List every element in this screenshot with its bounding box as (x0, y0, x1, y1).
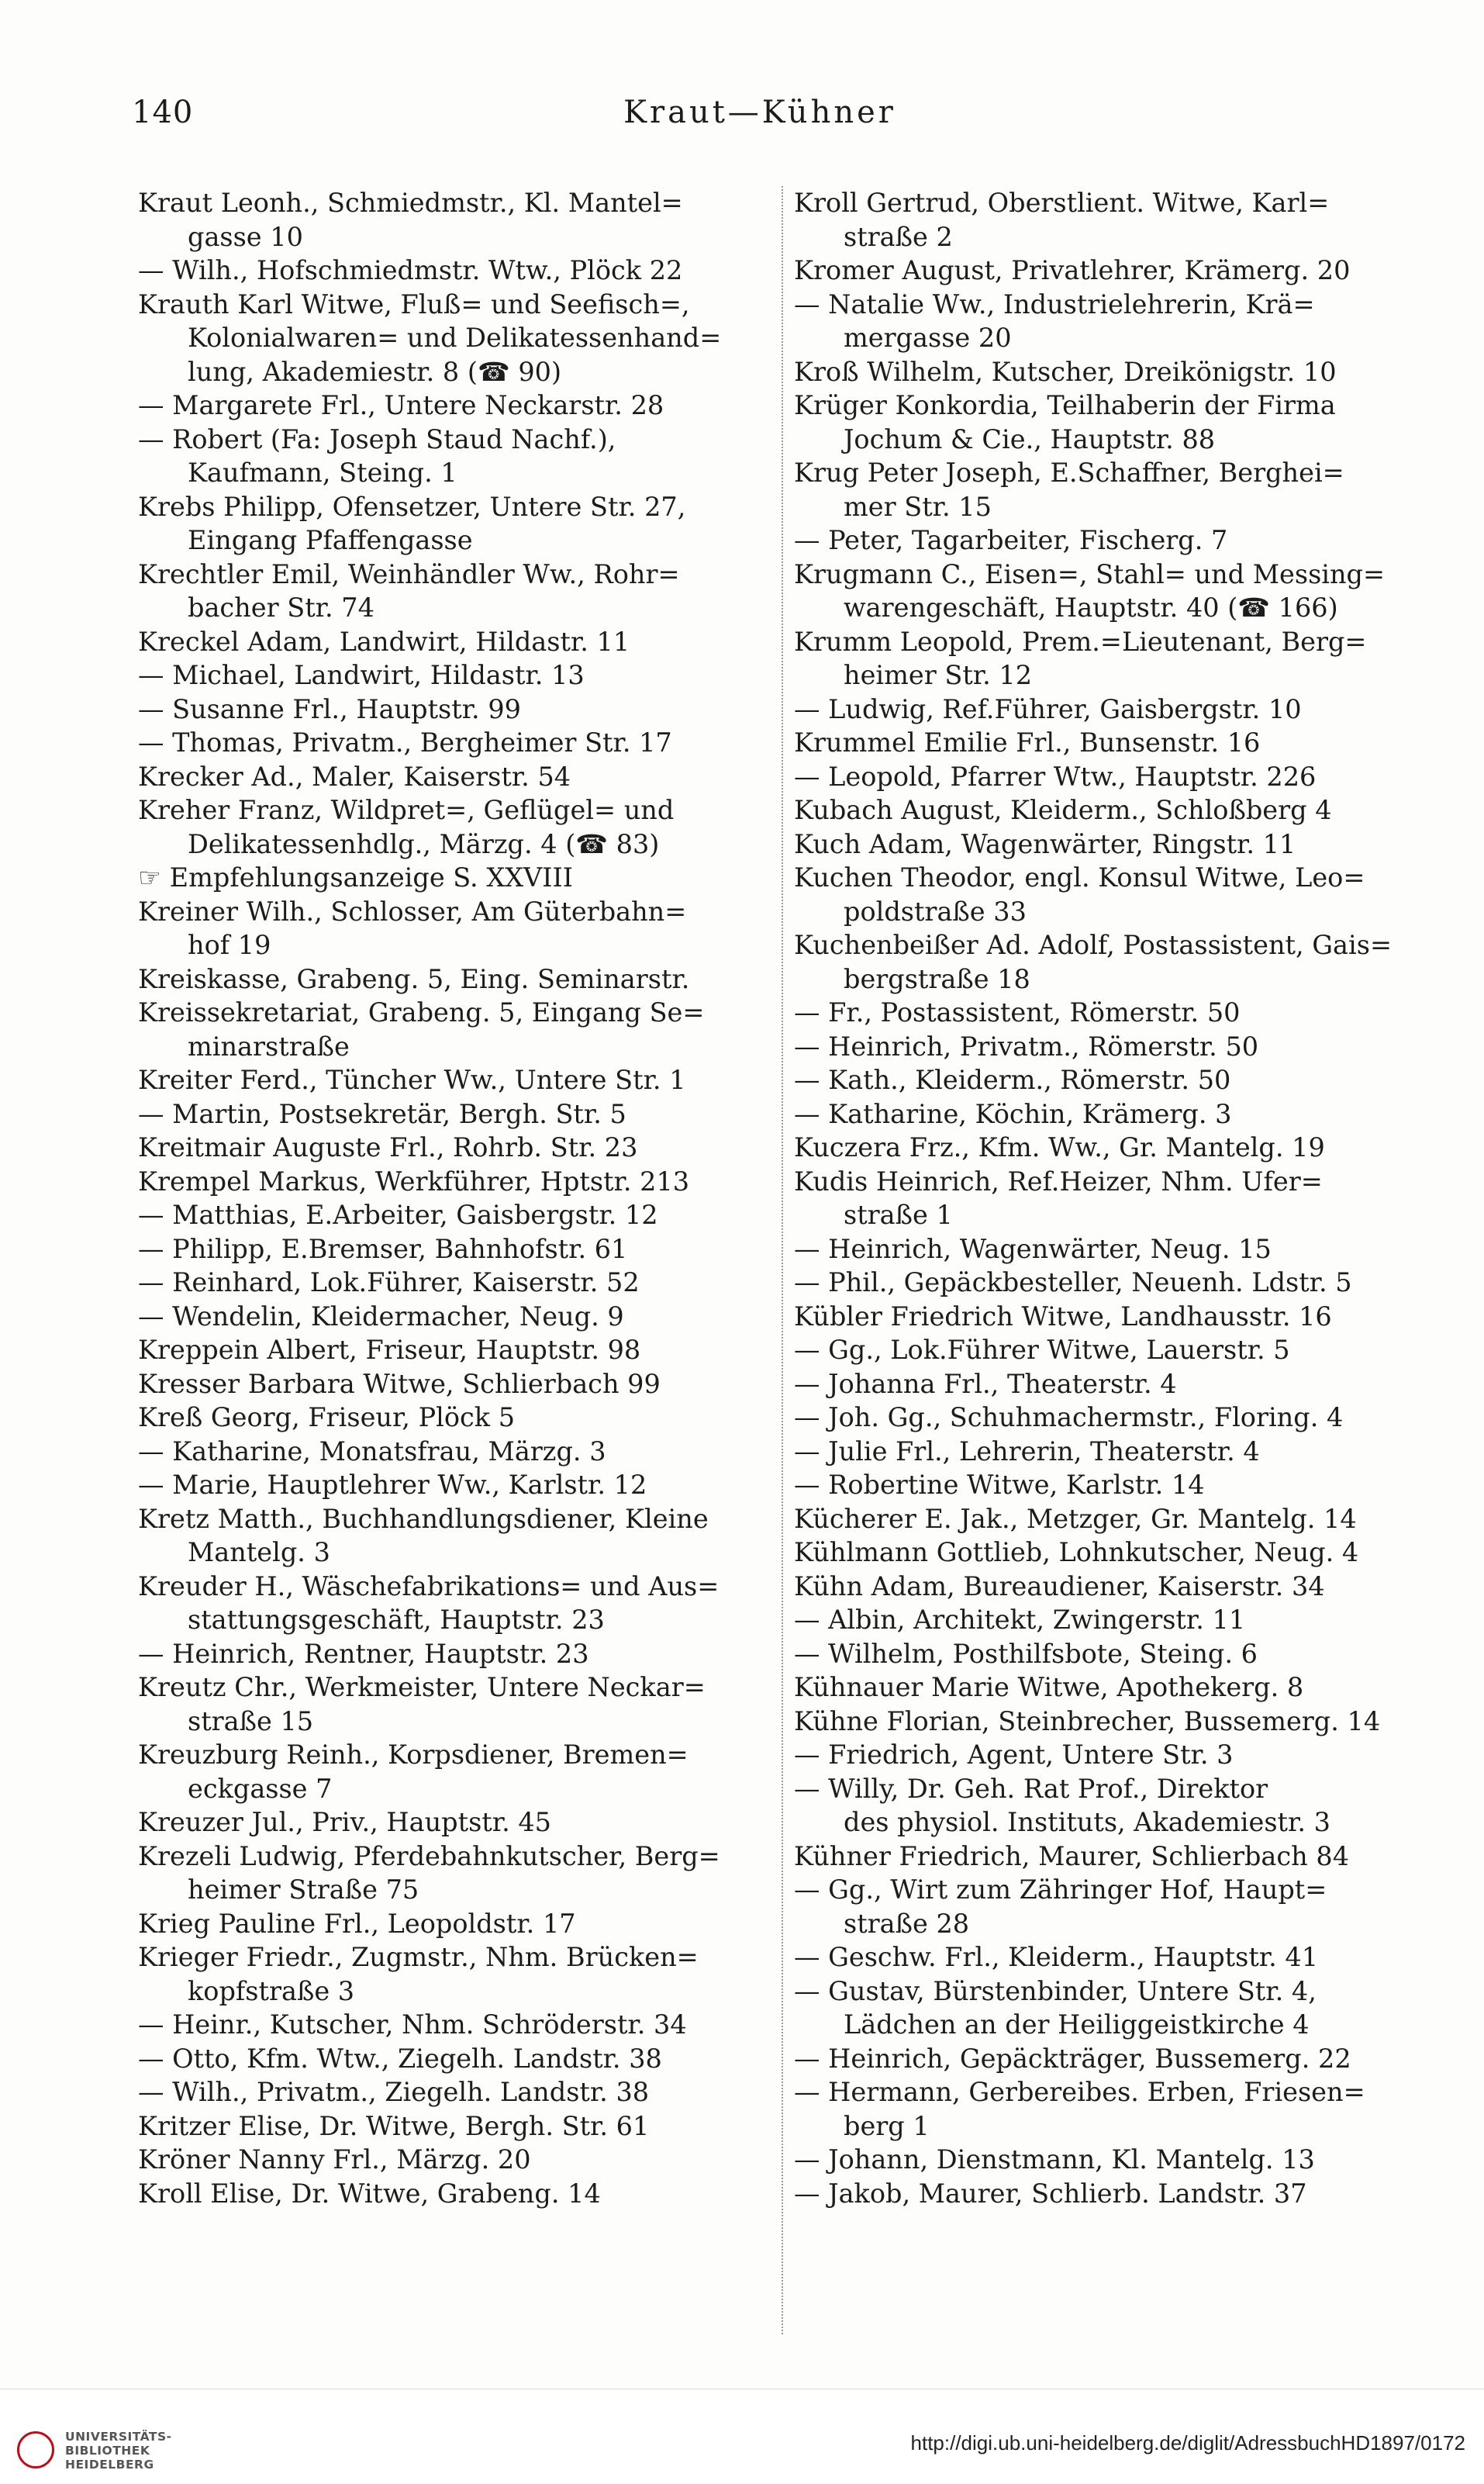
directory-entry (138, 423, 774, 490)
entry-line: — Wilh., Hofschmiedmstr. Wtw., Plöck 22 (138, 255, 683, 285)
running-head: Kraut—Kühner (623, 95, 896, 130)
entry-line: Kübler Friedrich Witwe, Landhausstr. 16 (794, 1301, 1332, 1332)
entry-continuation-line: berg 1 (844, 2110, 930, 2141)
directory-entry (794, 1603, 1406, 1637)
entry-line: — Robertine Witwe, Karlstr. 14 (794, 1470, 1205, 1500)
directory-entry (794, 186, 1406, 254)
entry-continuation-line: mergasse 20 (844, 323, 1012, 353)
directory-entry (794, 1063, 1406, 1097)
directory-entry (794, 2042, 1406, 2076)
directory-entry (794, 355, 1406, 389)
entry-continuation-line: Mantelg. 3 (188, 1537, 330, 1567)
directory-entry (794, 1131, 1406, 1165)
directory-entry (138, 1232, 774, 1266)
directory-entry (794, 456, 1406, 523)
logo-line: BIBLIOTHEK (65, 2444, 150, 2458)
entry-line: — Joh. Gg., Schuhmachermstr., Floring. 4 (794, 1402, 1344, 1432)
directory-entry (138, 1198, 774, 1232)
entry-line: — Willy, Dr. Geh. Rat Prof., Direktor (794, 1773, 1268, 1804)
directory-entry (138, 1435, 774, 1469)
directory-entry (138, 1940, 774, 2008)
directory-entry (794, 1030, 1406, 1064)
entry-line: Krugmann C., Eisen=, Stahl= und Messing= (794, 558, 1386, 589)
entry-continuation-line: straße 1 (844, 1200, 953, 1230)
directory-entry (794, 389, 1406, 456)
directory-entry (138, 1805, 774, 1840)
directory-entry (138, 1300, 774, 1334)
entry-line: Kuczera Frz., Kfm. Ww., Gr. Mantelg. 19 (794, 1132, 1325, 1163)
directory-entry (138, 1131, 774, 1165)
directory-entry (794, 928, 1406, 996)
directory-entry (138, 1333, 774, 1367)
entry-continuation-line: heimer Str. 12 (844, 660, 1033, 690)
directory-entry (138, 693, 774, 727)
entry-line: Kreutz Chr., Werkmeister, Untere Neckar= (138, 1672, 706, 1702)
directory-entry (794, 2075, 1406, 2143)
entry-continuation-line: eckgasse 7 (188, 1773, 333, 1804)
directory-entry (794, 1772, 1406, 1840)
directory-entry (794, 1165, 1406, 1232)
directory-entry (138, 490, 774, 558)
entry-line: Kudis Heinrich, Ref.Heizer, Nhm. Ufer= (794, 1166, 1323, 1197)
logo-line: UNIVERSITÄTS- (65, 2430, 172, 2444)
entry-continuation-line: Kolonialwaren= und Delikatessenhand= (188, 323, 722, 353)
directory-entry (794, 827, 1406, 862)
directory-entry (794, 1401, 1406, 1435)
directory-entry (138, 1670, 774, 1738)
entry-line: Kühlmann Gottlieb, Lohnkutscher, Neug. 4 (794, 1537, 1359, 1567)
entry-line: — Margarete Frl., Untere Neckarstr. 28 (138, 390, 664, 420)
entry-line: Kröner Nanny Frl., Märzg. 20 (138, 2144, 531, 2175)
directory-entry (138, 996, 774, 1063)
directory-entry (794, 1738, 1406, 1772)
directory-entry (138, 1738, 774, 1805)
directory-entry (138, 186, 774, 254)
entry-line: — Kath., Kleiderm., Römerstr. 50 (794, 1065, 1231, 1095)
entry-line: Kresser Barbara Witwe, Schlierbach 99 (138, 1368, 661, 1399)
directory-entry (794, 1840, 1406, 1874)
directory-entry (794, 625, 1406, 693)
directory-entry (138, 625, 774, 659)
entry-continuation-line: Delikatessenhdlg., Märzg. 4 (☎ 83) (188, 828, 660, 859)
entry-continuation-line: straße 28 (844, 1908, 970, 1939)
entry-line: — Heinrich, Rentner, Hauptstr. 23 (138, 1638, 589, 1669)
entry-line: Kreuzburg Reinh., Korpsdiener, Bremen= (138, 1739, 689, 1770)
directory-entry (138, 793, 774, 861)
directory-entry (138, 1502, 774, 1570)
directory-entry (794, 254, 1406, 288)
directory-entry (138, 861, 774, 895)
directory-entry (794, 1570, 1406, 1604)
entry-line: — Katharine, Köchin, Krämerg. 3 (794, 1098, 1232, 1129)
entry-line: Kuch Adam, Wagenwärter, Ringstr. 11 (794, 828, 1296, 859)
directory-entry (794, 1940, 1406, 1974)
entry-line: Krauth Karl Witwe, Fluß= und Seefisch=, (138, 288, 690, 320)
entry-line: Kücherer E. Jak., Metzger, Gr. Mantelg. 14 (794, 1503, 1357, 1534)
entry-continuation-line: bacher Str. 74 (188, 592, 374, 623)
entry-line: — Martin, Postsekretär, Bergh. Str. 5 (138, 1098, 626, 1129)
entry-line: Kreckel Adam, Landwirt, Hildastr. 11 (138, 626, 630, 657)
directory-entry (794, 2177, 1406, 2211)
entry-line: Kubach August, Kleiderm., Schloßberg 4 (794, 795, 1332, 825)
entry-line: Kuchenbeißer Ad. Adolf, Postassistent, Gais= (794, 930, 1393, 960)
entry-line: — Susanne Frl., Hauptstr. 99 (138, 693, 521, 724)
entry-line: ☞ Empfehlungsanzeige S. XXVIII (138, 862, 573, 893)
directory-entry (794, 1502, 1406, 1536)
entry-line: — Matthias, E.Arbeiter, Gaisbergstr. 12 (138, 1200, 658, 1230)
entry-line: — Wilh., Privatm., Ziegelh. Landstr. 38 (138, 2077, 650, 2107)
right-column (794, 186, 1406, 2334)
page-header (132, 95, 1388, 141)
directory-entry (794, 2143, 1406, 2177)
directory-entry (794, 1300, 1406, 1334)
entry-line: Kreuzer Jul., Priv., Hauptstr. 45 (138, 1807, 551, 1837)
directory-entry (794, 558, 1406, 625)
entry-line: Kroll Elise, Dr. Witwe, Grabeng. 14 (138, 2178, 601, 2209)
entry-continuation-line: des physiol. Instituts, Akademiestr. 3 (844, 1807, 1330, 1837)
entry-line: — Johanna Frl., Theaterstr. 4 (794, 1368, 1177, 1399)
directory-entry (794, 1435, 1406, 1469)
entry-line: — Ludwig, Ref.Führer, Gaisbergstr. 10 (794, 693, 1302, 724)
directory-entry (138, 254, 774, 288)
directory-entry (138, 1401, 774, 1435)
entry-line: — Natalie Ww., Industrielehrerin, Krä= (794, 288, 1315, 320)
directory-entry (794, 793, 1406, 827)
entry-line: Kreuder H., Wäschefabrikations= und Aus= (138, 1570, 720, 1601)
entry-continuation-line: straße 2 (844, 221, 953, 252)
entry-continuation-line: lung, Akademiestr. 8 (☎ 90) (188, 356, 562, 387)
entry-line: — Gg., Wirt zum Zähringer Hof, Haupt= (794, 1874, 1327, 1905)
entry-line: — Hermann, Gerbereibes. Erben, Friesen= (794, 2077, 1365, 2107)
entry-continuation-line: mer Str. 15 (844, 491, 992, 522)
directory-entry (138, 288, 774, 389)
entry-line: Kühne Florian, Steinbrecher, Bussemerg. 14 (794, 1705, 1381, 1736)
directory-entry (138, 2109, 774, 2144)
directory-entry (138, 1637, 774, 1671)
entry-line: — Otto, Kfm. Wtw., Ziegelh. Landstr. 38 (138, 2043, 662, 2074)
page-number: 140 (132, 95, 194, 130)
entry-continuation-line: Jochum & Cie., Hauptstr. 88 (844, 423, 1216, 454)
entry-line: — Wilhelm, Posthilfsbote, Steing. 6 (794, 1638, 1258, 1669)
entry-line: — Katharine, Monatsfrau, Märzg. 3 (138, 1435, 606, 1467)
entry-line: Krug Peter Joseph, E.Schaffner, Berghei= (794, 458, 1344, 488)
entry-continuation-line: heimer Straße 75 (188, 1874, 419, 1905)
entry-line: — Marie, Hauptlehrer Ww., Karlstr. 12 (138, 1470, 647, 1500)
directory-entry (138, 2075, 774, 2109)
source-url-link[interactable]: http://digi.ub.uni-heidelberg.de/diglit/AdressbuchHD1897/0172 (910, 2431, 1465, 2455)
entry-line: — Friedrich, Agent, Untere Str. 3 (794, 1739, 1234, 1770)
directory-entry (794, 726, 1406, 760)
entry-continuation-line: Lädchen an der Heiliggeistkirche 4 (844, 2009, 1310, 2040)
directory-entry (138, 389, 774, 423)
directory-entry (794, 1266, 1406, 1300)
entry-line: — Geschw. Frl., Kleiderm., Hauptstr. 41 (794, 1942, 1319, 1972)
entry-line: Krummel Emilie Frl., Bunsenstr. 16 (794, 727, 1261, 758)
entry-line: — Phil., Gepäckbesteller, Neuenh. Ldstr. 5 (794, 1267, 1352, 1297)
entry-line: — Gg., Lok.Führer Witwe, Lauerstr. 5 (794, 1335, 1290, 1365)
entry-continuation-line: Kaufmann, Steing. 1 (188, 458, 457, 488)
directory-entry (794, 1536, 1406, 1570)
library-logo[interactable] (17, 2430, 219, 2484)
entry-continuation-line: straße 15 (188, 1705, 314, 1736)
directory-entry (138, 760, 774, 794)
directory-entry (794, 693, 1406, 727)
entry-line: — Wendelin, Kleidermacher, Neug. 9 (138, 1301, 624, 1332)
entry-line: Krüger Konkordia, Teilhaberin der Firma (794, 390, 1336, 420)
column-divider (782, 186, 783, 2334)
entry-line: — Heinrich, Privatm., Römerstr. 50 (794, 1031, 1259, 1062)
entry-line: Kreitmair Auguste Frl., Rohrb. Str. 23 (138, 1132, 638, 1163)
directory-entry (794, 523, 1406, 558)
directory-entry (794, 288, 1406, 355)
entry-continuation-line: stattungsgeschäft, Hauptstr. 23 (188, 1605, 605, 1635)
entry-line: Krecker Ad., Maler, Kaiserstr. 54 (138, 761, 571, 792)
directory-entry (794, 1367, 1406, 1401)
directory-entry (794, 1873, 1406, 1940)
entry-line: Kühner Friedrich, Maurer, Schlierbach 84 (794, 1840, 1350, 1871)
directory-entry (138, 1165, 774, 1199)
directory-entry (138, 558, 774, 625)
directory-entry (794, 1468, 1406, 1502)
entry-line: — Johann, Dienstmann, Kl. Mantelg. 13 (794, 2144, 1315, 2175)
directory-entry (138, 1907, 774, 1941)
entry-line: Kroll Gertrud, Oberstlient. Witwe, Karl= (794, 188, 1330, 218)
library-logo-text (65, 2430, 172, 2472)
entry-line: Kreiner Wilh., Schlosser, Am Güterbahn= (138, 896, 687, 927)
entry-line: Krezeli Ludwig, Pferdebahnkutscher, Berg= (138, 1840, 720, 1871)
entry-line: Krieg Pauline Frl., Leopoldstr. 17 (138, 1908, 576, 1939)
directory-entry (138, 1063, 774, 1097)
directory-entry (794, 1705, 1406, 1739)
entry-line: — Robert (Fa: Joseph Staud Nachf.), (138, 423, 616, 454)
entry-line: — Heinrich, Wagenwärter, Neug. 15 (794, 1233, 1272, 1264)
entry-continuation-line: poldstraße 33 (844, 896, 1027, 927)
directory-entry (794, 1637, 1406, 1671)
entry-continuation-line: warengeschäft, Hauptstr. 40 (☎ 166) (844, 592, 1338, 623)
entry-line: Krebs Philipp, Ofensetzer, Untere Str. 27, (138, 491, 686, 522)
entry-line: — Gustav, Bürstenbinder, Untere Str. 4, (794, 1975, 1317, 2006)
directory-entry (138, 1570, 774, 1637)
entry-line: — Heinr., Kutscher, Nhm. Schröderstr. 34 (138, 2009, 687, 2040)
directory-entry (138, 2042, 774, 2076)
directory-entry (138, 962, 774, 997)
directory-entry (794, 1097, 1406, 1131)
directory-entry (138, 658, 774, 693)
entry-line: — Fr., Postassistent, Römerstr. 50 (794, 997, 1241, 1028)
entry-line: — Reinhard, Lok.Führer, Kaiserstr. 52 (138, 1267, 640, 1297)
directory-entry (138, 2177, 774, 2211)
logo-line: HEIDELBERG (65, 2458, 154, 2472)
entry-line: Krieger Friedr., Zugmstr., Nhm. Brücken= (138, 1942, 699, 1972)
directory-entry (794, 1333, 1406, 1367)
directory-entry (794, 861, 1406, 928)
entry-continuation-line: minarstraße (188, 1031, 350, 1062)
entry-line: — Julie Frl., Lehrerin, Theaterstr. 4 (794, 1435, 1260, 1467)
directory-entry (794, 1974, 1406, 2042)
entry-line: Kreiskasse, Grabeng. 5, Eing. Seminarstr. (138, 963, 690, 994)
entry-line: Kromer August, Privatlehrer, Krämerg. 20 (794, 255, 1351, 285)
entry-continuation-line: Eingang Pfaffengasse (188, 525, 473, 555)
entry-line: Krechtler Emil, Weinhändler Ww., Rohr= (138, 558, 680, 589)
entry-continuation-line: hof 19 (188, 930, 271, 960)
entry-continuation-line: bergstraße 18 (844, 963, 1030, 994)
directory-entry (794, 1232, 1406, 1266)
directory-entry (138, 2008, 774, 2042)
entry-line: Kühnauer Marie Witwe, Apothekerg. 8 (794, 1672, 1304, 1702)
entry-line: — Albin, Architekt, Zwingerstr. 11 (794, 1605, 1246, 1635)
entry-line: — Jakob, Maurer, Schlierb. Landstr. 37 (794, 2178, 1307, 2209)
directory-entry (794, 760, 1406, 794)
directory-entry (794, 996, 1406, 1030)
entry-line: Kreissekretariat, Grabeng. 5, Eingang Se= (138, 997, 705, 1028)
directory-entry (138, 2143, 774, 2177)
entry-continuation-line: gasse 10 (188, 221, 303, 252)
entry-line: Krempel Markus, Werkführer, Hptstr. 213 (138, 1166, 690, 1197)
entry-line: Kühn Adam, Bureaudiener, Kaiserstr. 34 (794, 1570, 1325, 1601)
directory-entry (138, 895, 774, 962)
entry-line: Kreß Georg, Friseur, Plöck 5 (138, 1402, 516, 1432)
entry-line: Kroß Wilhelm, Kutscher, Dreikönigstr. 10 (794, 356, 1337, 387)
entry-line: Kreppein Albert, Friseur, Hauptstr. 98 (138, 1335, 641, 1365)
entry-line: — Peter, Tagarbeiter, Fischerg. 7 (794, 525, 1228, 555)
entry-line: — Philipp, E.Bremser, Bahnhofstr. 61 (138, 1233, 628, 1264)
directory-entry (138, 726, 774, 760)
directory-entry (138, 1266, 774, 1300)
university-seal-icon (17, 2431, 54, 2468)
entry-line: Kreher Franz, Wildpret=, Geflügel= und (138, 795, 675, 825)
entry-line: — Leopold, Pfarrer Wtw., Hauptstr. 226 (794, 761, 1317, 792)
footer-bar (0, 2389, 1484, 2483)
entry-line: Kuchen Theodor, engl. Konsul Witwe, Leo= (794, 862, 1365, 893)
entry-line: — Michael, Landwirt, Hildastr. 13 (138, 660, 585, 690)
directory-entry (138, 1840, 774, 1907)
directory-entry (794, 1670, 1406, 1705)
entry-line: Kritzer Elise, Dr. Witwe, Bergh. Str. 61 (138, 2110, 650, 2141)
entry-line: — Heinrich, Gepäckträger, Bussemerg. 22 (794, 2043, 1351, 2074)
entry-continuation-line: kopfstraße 3 (188, 1975, 355, 2006)
entry-line: — Thomas, Privatm., Bergheimer Str. 17 (138, 727, 672, 758)
entry-line: Kraut Leonh., Schmiedmstr., Kl. Mantel= (138, 188, 683, 218)
directory-entry (138, 1468, 774, 1502)
entry-line: Kretz Matth., Buchhandlungsdiener, Kleine (138, 1503, 709, 1534)
directory-entry (138, 1097, 774, 1131)
entry-line: Kreiter Ferd., Tüncher Ww., Untere Str. 1 (138, 1065, 686, 1095)
directory-entry (138, 1367, 774, 1401)
entry-line: Krumm Leopold, Prem.=Lieutenant, Berg= (794, 626, 1367, 657)
left-column (138, 186, 774, 2334)
